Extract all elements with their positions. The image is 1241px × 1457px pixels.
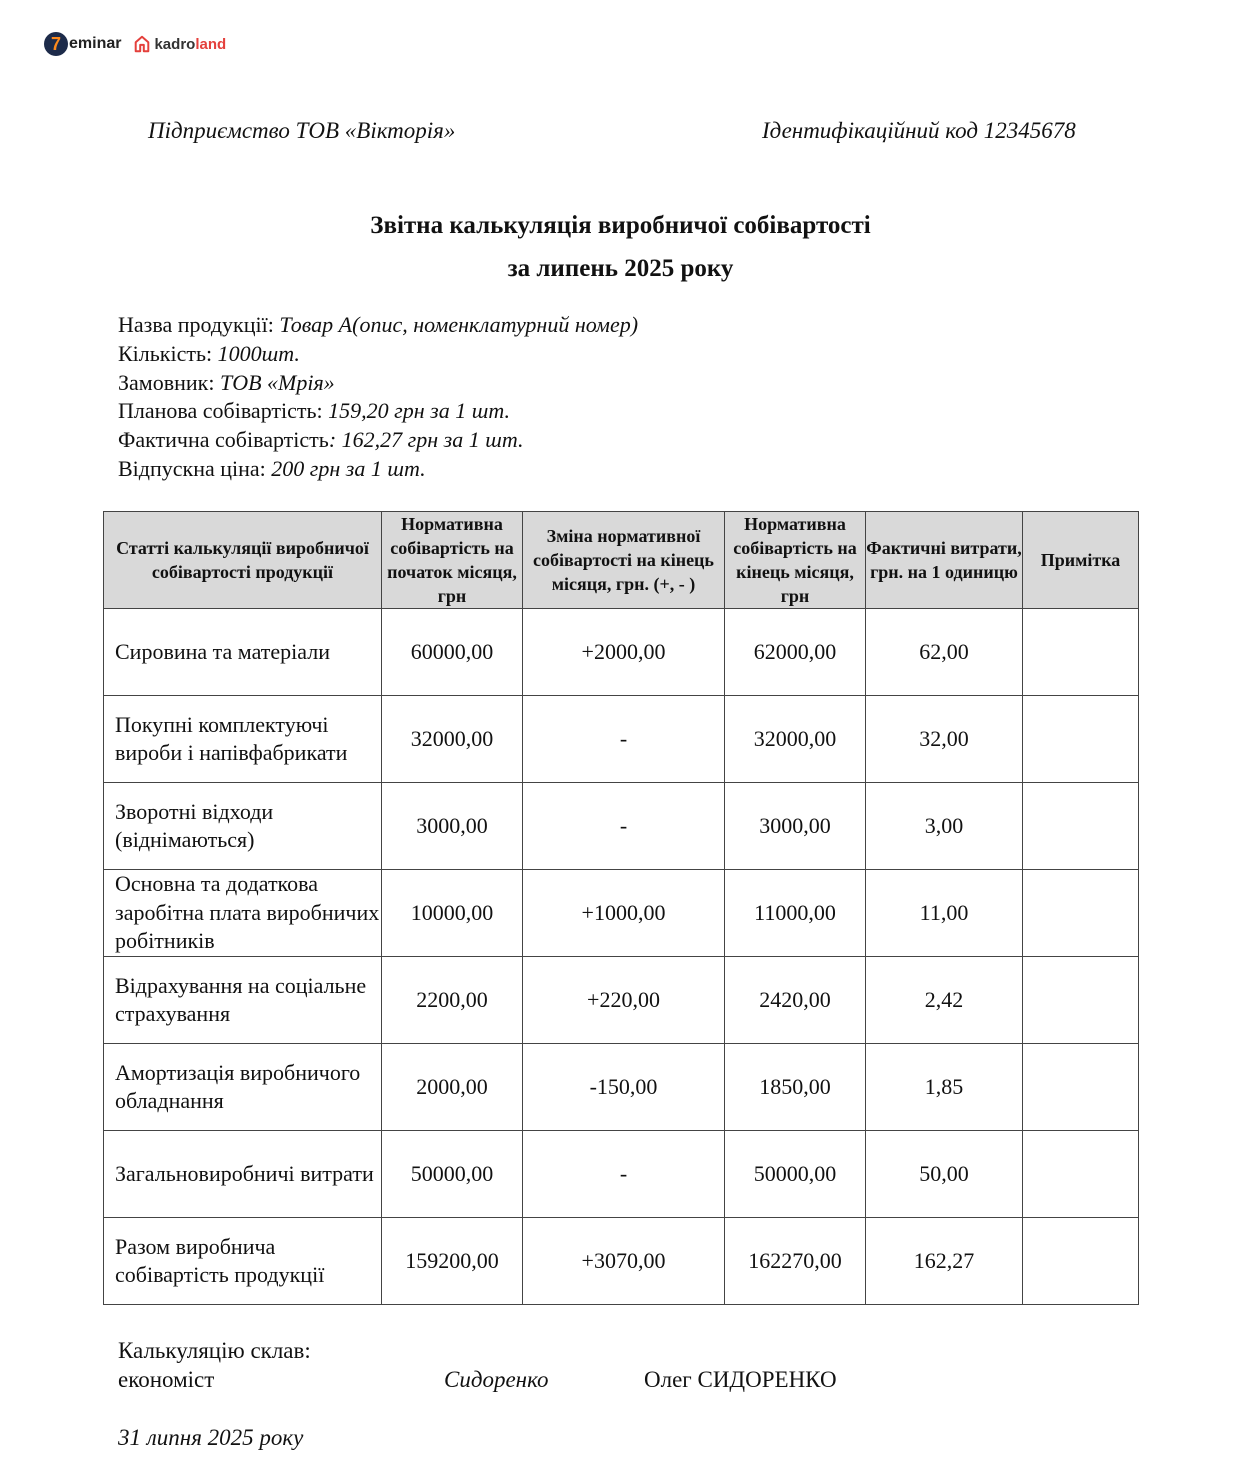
cell-item: Основна та додаткова заробітна плата виробничих робітників: [104, 870, 382, 957]
cell-unit: 3,00: [866, 783, 1023, 870]
cell-end: 32000,00: [725, 696, 866, 783]
kadroland-logo: [133, 35, 226, 53]
cell-unit: 32,00: [866, 696, 1023, 783]
info-quantity: [118, 340, 638, 369]
cell-change: +220,00: [523, 957, 725, 1044]
signer-name: Олег СИДОРЕНКО: [644, 1367, 837, 1392]
cell-unit: 11,00: [866, 870, 1023, 957]
cell-unit: 50,00: [866, 1131, 1023, 1218]
document-subtitle: за липень 2025 року: [507, 255, 734, 282]
info-value: ТОВ «Мрія»: [219, 369, 335, 395]
header-cost-item: Статті калькуляції виробничої собівартості продукції: [104, 512, 382, 609]
cell-start: 3000,00: [382, 783, 523, 870]
table-row: [104, 696, 1139, 783]
cell-change: +3070,00: [523, 1218, 725, 1305]
header-change: Зміна нормативної собівартості на кінець місяця, грн. (+, - ): [523, 512, 725, 609]
cell-start: 2000,00: [382, 1044, 523, 1131]
info-label: Назва продукції:: [118, 312, 280, 337]
cell-unit: 1,85: [866, 1044, 1023, 1131]
table-row: [104, 957, 1139, 1044]
kadroland-logo-text-b: land: [195, 35, 227, 53]
cell-start: 50000,00: [382, 1131, 523, 1218]
info-label: Кількість:: [118, 340, 218, 366]
cell-start: 2200,00: [382, 957, 523, 1044]
seminar-logo-text: eminar: [69, 35, 122, 52]
info-value: Товар А(опис, номенклатурний номер): [279, 312, 639, 337]
info-planned-cost: [118, 397, 638, 426]
table-row: [104, 870, 1139, 957]
cell-end: 50000,00: [725, 1131, 866, 1218]
info-label: Планова собівартість:: [118, 398, 329, 424]
cell-note: [1023, 609, 1139, 696]
cell-start: 159200,00: [382, 1218, 523, 1305]
cost-calculation-table: [103, 511, 1139, 1305]
table-row: [104, 1044, 1139, 1131]
document-date: 31 липня 2025 року: [118, 1425, 304, 1450]
company-name: Підприємство ТОВ «Вікторія»: [148, 118, 456, 143]
cell-end: 11000,00: [725, 870, 866, 957]
cell-change: -: [523, 1131, 725, 1218]
logo-bar: [44, 30, 226, 58]
table-row-total: [104, 1218, 1139, 1305]
cell-end: 62000,00: [725, 609, 866, 696]
table-row: [104, 1131, 1139, 1218]
info-customer: [118, 369, 638, 398]
cell-end: 162270,00: [725, 1218, 866, 1305]
cell-start: 60000,00: [382, 609, 523, 696]
info-label: Замовник:: [118, 369, 220, 395]
cell-start: 10000,00: [382, 870, 523, 957]
cell-unit: 162,27: [866, 1218, 1023, 1305]
cell-item: Сировина та матеріали: [104, 609, 382, 696]
cell-start: 32000,00: [382, 696, 523, 783]
product-info: [118, 311, 638, 484]
cell-item: Амортизація виробничого обладнання: [104, 1044, 382, 1131]
info-value: 1000шт.: [217, 340, 300, 366]
document-title: Звітна калькуляція виробничої собівартості: [370, 212, 871, 239]
seminar-logo: [44, 32, 121, 56]
cell-change: +1000,00: [523, 870, 725, 957]
cell-unit: 2,42: [866, 957, 1023, 1044]
cell-item: Відрахування на соціальне страхування: [104, 957, 382, 1044]
info-product-name: [118, 311, 638, 340]
cell-note: [1023, 783, 1139, 870]
info-value: : 162,27 грн за 1 шт.: [328, 427, 524, 453]
cell-note: [1023, 1044, 1139, 1131]
cell-item: Покупні комплектуючі вироби і напівфабрикати: [104, 696, 382, 783]
company-id-code: Ідентифікаційний код 12345678: [762, 118, 1076, 143]
seminar-logo-badge: 7: [44, 32, 68, 56]
info-selling-price: [118, 455, 638, 484]
cell-item: Загальновиробничі витрати: [104, 1131, 382, 1218]
info-value: 159,20 грн за 1 шт.: [328, 398, 511, 424]
cell-change: -: [523, 696, 725, 783]
kadroland-logo-text-a: kadro: [154, 35, 196, 53]
cell-note: [1023, 696, 1139, 783]
cell-note: [1023, 957, 1139, 1044]
signature: Сидоренко: [444, 1367, 549, 1392]
header-unit-cost: Фактичні витрати, грн. на 1 одиницю: [866, 512, 1023, 609]
header-start-cost: Нормативна собівартість на початок місяця, грн: [382, 512, 523, 609]
cell-item: Зворотні відходи (віднімаються): [104, 783, 382, 870]
table-row: [104, 783, 1139, 870]
header-note: Примітка: [1023, 512, 1139, 609]
cell-item: Разом виробнича собівартість продукції: [104, 1218, 382, 1305]
info-label: Фактична собівартість: [118, 427, 329, 453]
cell-note: [1023, 870, 1139, 957]
cell-change: -150,00: [523, 1044, 725, 1131]
table-header-row: [104, 512, 1139, 609]
cell-unit: 62,00: [866, 609, 1023, 696]
info-value: 200 грн за 1 шт.: [271, 455, 426, 481]
cell-change: -: [523, 783, 725, 870]
info-label: Відпускна ціна:: [118, 455, 272, 481]
cell-end: 3000,00: [725, 783, 866, 870]
cell-note: [1023, 1218, 1139, 1305]
info-actual-cost: [118, 426, 638, 455]
cell-change: +2000,00: [523, 609, 725, 696]
signer-position: економіст: [118, 1367, 215, 1392]
header-end-cost: Нормативна собівартість на кінець місяця, грн: [725, 512, 866, 609]
cell-note: [1023, 1131, 1139, 1218]
house-icon: [133, 35, 151, 53]
table-row: [104, 609, 1139, 696]
prepared-by-label: Калькуляцію склав:: [118, 1338, 311, 1363]
cell-end: 1850,00: [725, 1044, 866, 1131]
cell-end: 2420,00: [725, 957, 866, 1044]
